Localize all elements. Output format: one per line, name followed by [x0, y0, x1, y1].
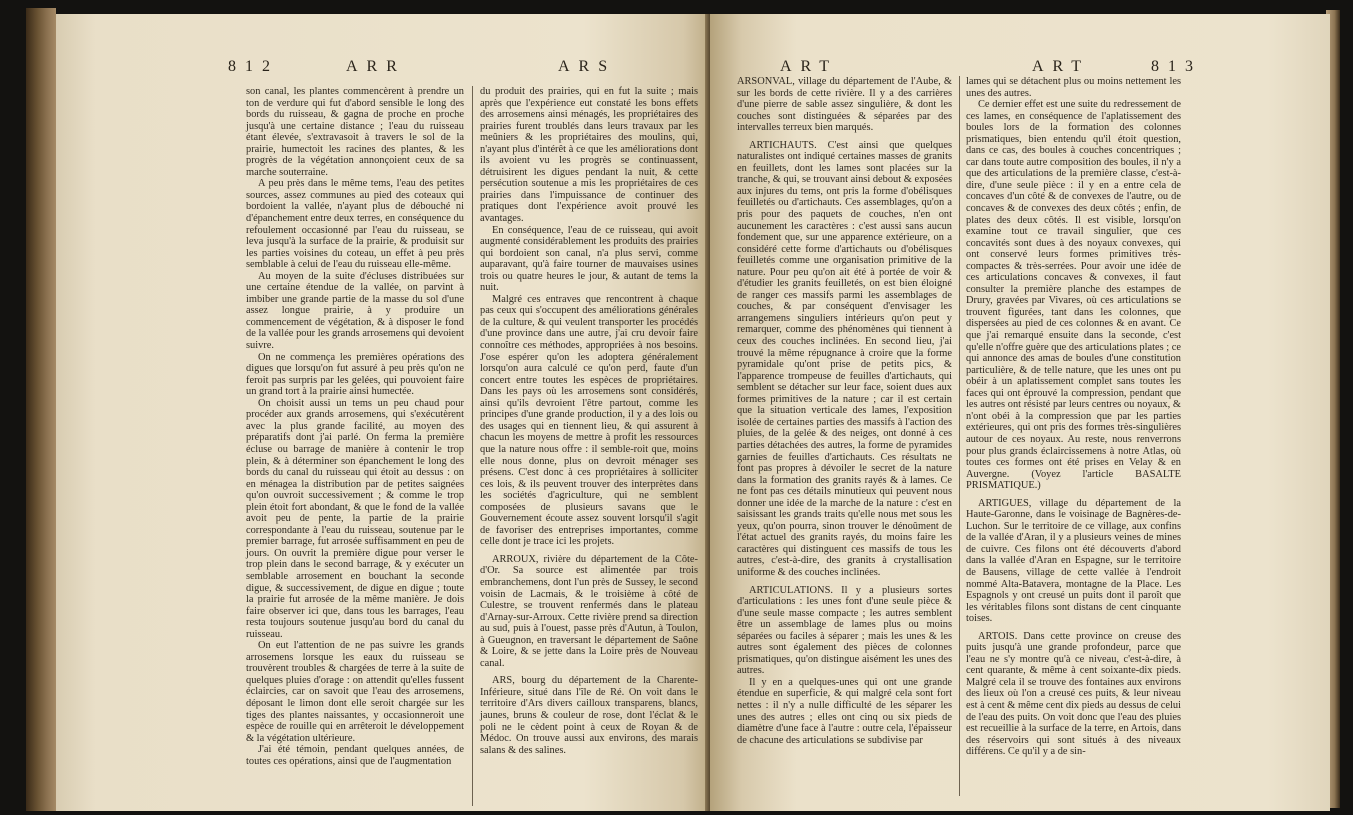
paragraph: On ne commença les premières opérations des digues que lorsqu'on fut assuré à peu près qu'on ne feroit pas surpris par les gelées, qui pouvoient faire un grand tort à la prairie ainsi humectée. [246, 351, 464, 398]
right-page-column-1 [737, 76, 952, 746]
entry-arroux: ARROUX, rivière du département de la Côte-d'Or. Sa source est alimentée par trois embranchemens, dont l'un près de Sussey, le second voisin de Lacmais, & le troisième à côté de Culestre, se trouvent renfermés dans le plateau d'Arnay-sur-Arroux. Cette rivière prend sa direction au sud, puis à l'ouest, passe près d'Autun, à Toulon, à Gueugnon, en traversant le département de Saône & Loire, & se jette dans la Loire près de Nouveau canal. [480, 553, 698, 669]
page-number-left: 812 [228, 58, 279, 75]
paragraph: On choisit aussi un tems un peu chaud pour procéder aux grands arrosemens, qui s'exécutèrent avec la plus grande facilité, au moyen des préparatifs dont j'ai parlé. On ferma la première écluse ou barrage de manière à contenir le trop plein, & à déterminer son épanchement le long des bords du canal du ruisseau qui étoit au dessus : on en ménagea la distribution par de petites saignées qu'on ouvroit successivement ; & comme le trop plein étoit fort abondant, & que le fond de la vallée avoit peu de pente, la partie de la prairie correspondante à l'eau du ruisseau, soutenue par le premier barrage, fut arrosée suffisamment en peu de jours. On ouvrit la première digue pour verser le trop plein dans le second barrage, & y exécuter un semblable arrosement en bouchant la seconde digue, & successivement, de digue en digue ; toute la prairie fut arrosée de la même manière. Je dois faire observer ici que, dans tous les barrages, l'eau resta toujours soutenue jusqu'au bord du canal du ruisseau. [246, 397, 464, 640]
paragraph: Malgré ces entraves que rencontrent à chaque pas ceux qui s'occupent des améliorations générales de la culture, & qui veulent transporter les procédés d'une province dans une autre, j'ai cru devoir faire connoître ces méthodes, appropriées à nos besoins. J'ose espérer qu'on les adoptera généralement lorsqu'on aura calculé ce qu'on perd, faute d'un concert entre toutes les espèces de propriétaires. Dans les pays où les arrosemens sont considérés, ainsi qu'ils devroient l'être partout, comme les principes d'une grande production, il y a des lois ou des usages qui en tiennent lieu, & qui assurent à chacun les moyens de mettre à profit les ressources que la nature nous offre : il semble-roit que, moins elle nous donne, plus on devroit ménager ses présens. C'est donc à ces propriétaires à solliciter ces lois, & ils peuvent trouver des interprètes dans les sociétés d'agriculture, qui ne semblent composées de plusieurs savans que le Gouvernement écoute assez souvent lorsqu'il s'agit de favoriser des entreprises importantes, comme celle dont je trace ici les projets. [480, 293, 698, 548]
paragraph: lames qui se détachent plus ou moins nettement les unes des autres. [966, 76, 1181, 99]
page-number-right: 813 [1151, 58, 1202, 75]
entry-arsonval: ARSONVAL, village du département de l'Aube, & sur les bords de cette rivière. Il y a des carrières d'une pierre de sable assez singulière, & dont les couches sont distinguées & séparées par des intervalles terreux bien marqués. [737, 76, 952, 134]
running-head-right: ART [1032, 58, 1091, 75]
left-page-column-1 [246, 86, 464, 767]
entry-ars: ARS, bourg du département de la Charente-Inférieure, situé dans l'île de Ré. On voit dans le territoire d'Ars divers cailloux transparens, blancs, jaunes, bruns & couleur de rose, dont l'éclat & le poli ne le cèdent point à ceux de Royan & de Médoc. On trouve aussi aux environs, des marais salans & des salines. [480, 675, 698, 756]
entry-articulations: ARTICULATIONS. Il y a plusieurs sortes d'articulations : les unes font d'une seule pièce & d'une seule masse compacte ; les autres semblent être un assemblage de lames plus ou moins séparées ou faciles à séparer ; mais les unes & les autres sont également des pièces de colonnes prismatiques, qu'on distingue aisément les unes des autres. [737, 584, 952, 677]
left-page-column-2 [480, 86, 698, 756]
paragraph: On eut l'attention de ne pas suivre les grands arrosemens lorsque les eaux du ruisseau se trouvèrent troubles & chargées de terre à la suite de quelques pluies d'orage : on attendit qu'elles fussent éclaircies, car on savoit que l'eau des arrosemens, déposant le limon dont elle seroit chargée sur les tiges des plantes naissantes, y occasionneroit une espèce de rouille qui en arrêteroit le développement & la végétation ultérieure. [246, 640, 464, 744]
running-head-left: ART [780, 58, 839, 75]
paragraph: Ce dernier effet est une suite du redressement de ces lames, en conséquence de l'aplatissement des boules lors de la formation des colonnes prismatiques, bien entendu qu'il étoit question, dans ce cas, des boules à couches concentriques ; car dans toute autre composition des boules, il n'y a que des articulations de la première classe, c'est-à-dire, d'une seule pièce : il y en a entre cela de concaves d'un côté & de convexes de l'autre, ou de concaves & de convexes des deux côtés ; enfin, de plates des deux côtés. Il est visible, lorsqu'on examine tout ce travail singulier, que ces concavités sont dues à des noyaux convexes, qui ont conservé leurs formes primitives très-compactes & très-serrées. Pour avoir une idée de ces articulations concaves & convexes, il faut consulter la première planche des estampes de Drury, gravées par Vivares, où ces articulations se trouvent figurées, tant dans les colonnes, que dispersées au pied de ces colonnes & en avant. Ce que j'ai remarqué ensuite dans la seconde, c'est qu'elle n'offre guère que des articulations plates ; ce qui annonce des amas de boules d'une constitution particulière, & de telle nature, que les unes ont pu obéir à un aplatissement complet sans toutes les faces qui ont éprouvé la compression, pendant que les autres ont résisté par leurs centres ou noyaux, & n'ont obéi à la compression que par les parties extérieures, qui ont pris des formes très-singulières autour de ces noyaux. Au reste, nous renverrons pour plus grands éclaircissemens à notre Atlas, où toutes ces formes ont été prises en Velay & en Auvergne. (Voyez l'article BASALTE PRISMATIQUE.) [966, 99, 1181, 492]
left-page [56, 14, 716, 811]
paragraph: Il y en a quelques-unes qui ont une grande étendue en superficie, & qui malgré cela sont fort nettes : il n'y a nulle difficulté de les séparer les unes des autres ; elles ont cinq ou six pieds de diamètre d'une face à l'autre : outre cela, l'épaisseur de chacune des articulations se subdivise par [737, 676, 952, 746]
entry-artigues: ARTIGUES, village du département de la Haute-Garonne, dans le voisinage de Bagnères-de-Luchon. Sur le territoire de ce village, aux confins de la vallée d'Aran, il y a plusieurs veines de mines de cuivre. Ces filons ont été découverts d'abord dans la vallée d'Aran en Espagne, sur le territoire de Bausens, village de cette vallée à l'endroit nommé Alta-Batavera, montagne de la Place. Les Espagnols y ont creusé un puits dont il paroît que les véritables filons sont distans de cent cinquante toises. [966, 497, 1181, 625]
entry-artois: ARTOIS. Dans cette province on creuse des puits jusqu'à une grande profondeur, parce que l'eau ne s'y montre qu'à ce niveau, c'est-à-dire, à cent quarante, & même à cent soixante-dix pieds. Malgré cela il se trouve des fontaines aux environs des lieux où l'on a creusé ces puits, & leur niveau est à cent & même cent dix pieds au dessus de celui de l'eau des puits. On voit donc que l'eau des pluies est recueillie à la surface de la terre, en Artois, dans des réservoirs qui sont situés à des niveaux différens. Ce qu'il y a de sin- [966, 630, 1181, 758]
column-divider [472, 86, 473, 806]
right-page [710, 14, 1330, 811]
paragraph: A peu près dans le même tems, l'eau des petites sources, assez communes au pied des coteaux qui bordoient la vallée, n'ayant plus de débouché ni d'épanchement entre deux terres, en conséquence du refoulement occasionné par l'eau du ruisseau, se leva jusqu'à la surface de la prairie, & produisit sur les parties voisines du coteau, un effet à peu près semblable à celui de l'eau du ruisseau elle-même. [246, 178, 464, 271]
paragraph: J'ai été témoin, pendant quelques années, de toutes ces opérations, ainsi que de l'augmentation [246, 744, 464, 767]
column-divider [959, 76, 960, 796]
paragraph: son canal, les plantes commencèrent à prendre un ton de verdure qui fut d'abord sensible le long des bords du ruisseau, & gagna de proche en proche jusqu'à une certaine distance ; l'eau du ruisseau étant élevée, s'extravasoit à travers le sol de la prairie, humectoit les racines des plantes, & les progrès de la végétation annonçoient ceux de sa marche souterraine. [246, 86, 464, 178]
right-page-column-2 [966, 76, 1181, 758]
book-fore-edge-left [26, 8, 56, 811]
running-head-left: ARR [346, 58, 406, 75]
paragraph: Au moyen de la suite d'écluses distribuées sur une certaine étendue de la vallée, on parvint à imbiber une grande partie de la masse du sol d'une assez longue prairie, à y produire un commencement de végétation, & à disposer le fond de la vallée pour les grands arrosemens qui devoient suivre. [246, 270, 464, 352]
entry-artichauts: ARTICHAUTS. C'est ainsi que quelques naturalistes ont indiqué certaines masses de granits en feuillets, dont les lames sont placées sur la tranche, & qui, se trouvant ainsi debout & exposées aux injures du tems, ont pris la forme d'obélisques feuilletés ou d'artichauts. Ces assemblages, qu'on a pris pour des paquets de couches, n'en ont aucunement les caractères : c'est aussi sans aucun fondement que, sur une apparence extérieure, on a considéré cette forme d'artichauts ou d'obélisques feuilletés comme une organisation primitive de la nature. Pour peu qu'on ait été à portée de voir & d'étudier les granits feuilletés, on est bien éloigné de ranger ces massifs parmi les assemblages de couches, & par conséquent d'envisager les arrangemens singuliers intérieurs qu'on peut y remarquer, comme des phénomènes qui tiennent à ceux des couches inclinées. En second lieu, j'ai trouvé la même répugnance à croire que la forme pyramidale qu'ont prise de petits pics, & l'apparence trompeuse de feuilles d'artichauts, qui semblent se détacher sur leur face, soient dues aux formes primitives de la nature ; car il est certain que la situation verticale des lames, l'exposition isolée de certaines parties des massifs à l'action des pluies, de la gelée & des neiges, ont donné à ces parties détachées des autres, la forme de pyramides garnies de feuilles d'artichauts. Ces résultats ne font pas propres à dévoiler le secret de la nature dans la formation des granits rayés & à lames. Ce ne font pas ces détails minutieux qui peuvent nous donner une idée de la marche de la nature : c'est en saisissant les grands traits qu'elle nous met sous les yeux, qu'on pourra, sinon trouver le dénoûment de l'état actuel des granits rayés, du moins faire les caractères qui distinguent ces massifs de tous les autres, c'est-à-dire, des granits à crystallisation uniforme & des couches inclinées. [737, 139, 952, 578]
paragraph: du produit des prairies, qui en fut la suite ; mais après que l'expérience eut constaté les bons effets des arrosemens ainsi ménagés, les propriétaires des prairies furent troublés dans leurs travaux par les meûniers & les propriétaires des moulins, qui, n'ayant plus d'intérêt à ce que les améliorations dont ils avoient vu les progrès se continuassent, détruisirent les digues pendant la nuit, & cette persécution soutenue a mis les propriétaires de ces prairies dans l'impuissance de continuer des pratiques dont l'expérience avoit prouvé les avantages. [480, 86, 698, 225]
running-head-right: ARS [558, 58, 617, 75]
paragraph: En conséquence, l'eau de ce ruisseau, qui avoit augmenté considérablement les produits des prairies qui bordoient son canal, n'a plus servi, comme auparavant, qu'à faire tourner de mauvaises usines trois ou quatre heures le jour, & autant de tems la nuit. [480, 224, 698, 294]
